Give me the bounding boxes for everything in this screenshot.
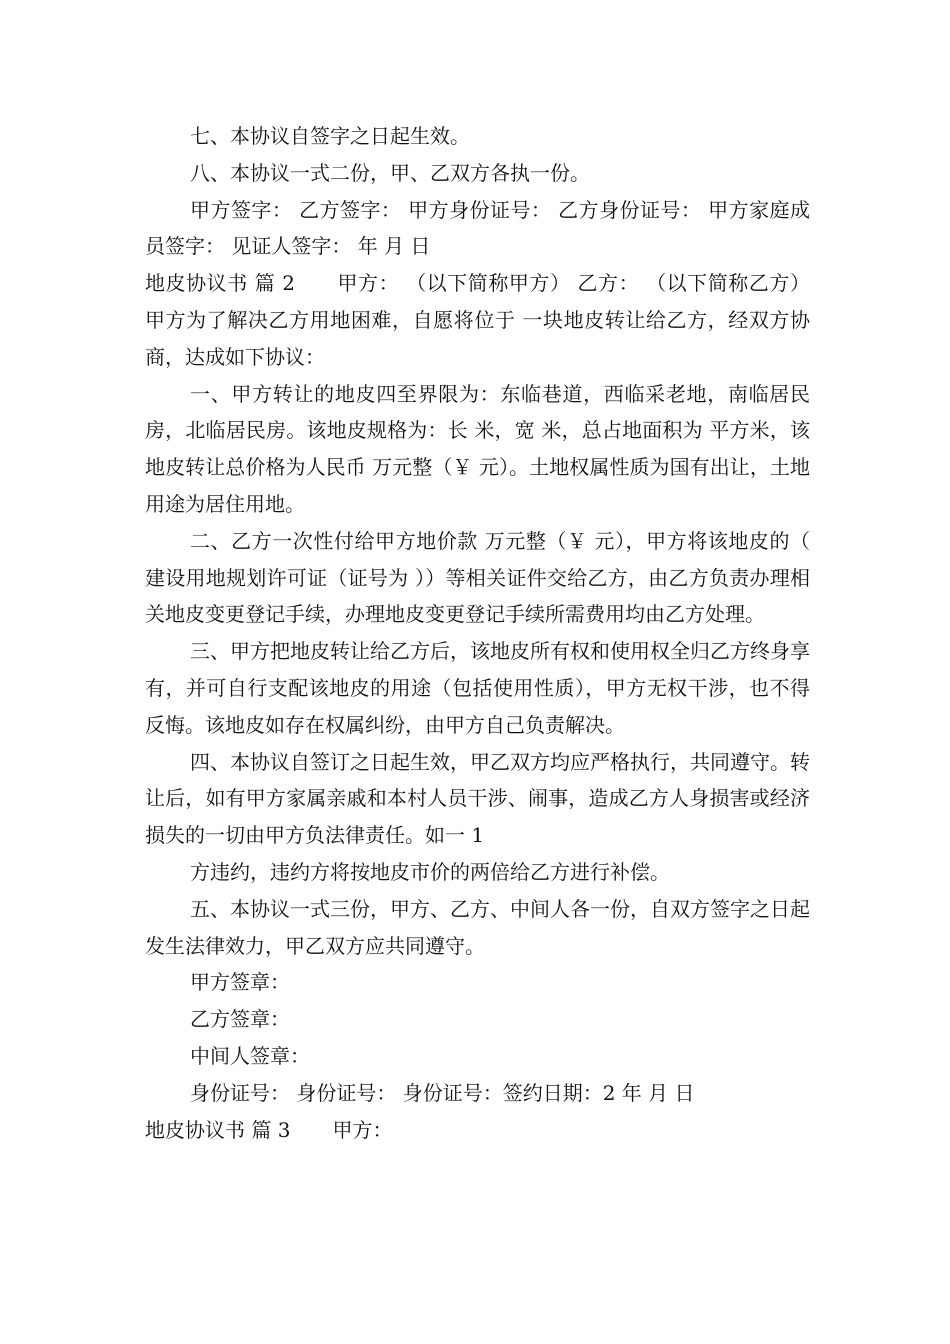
section-2-clause-3: 三、甲方把地皮转让给乙方后，该地皮所有权和使用权全归乙方终身享有，并可自行支配该地皮的用途（包括使用性质），甲方无权干涉，也不得反悔。该地皮如存在权属纠纷，由甲方自己负责解决。 <box>145 639 810 737</box>
section-2-clause-5: 五、本协议一式三份，甲方、乙方、中间人各一份，自双方签字之日起发生法律效力，甲乙双方应共同遵守。 <box>145 896 810 958</box>
section-2-clause-2: 二、乙方一次性付给甲方地价款 万元整（￥ 元），甲方将该地皮的（ 建设用地规划许可证（证号为 ））等相关证件交给乙方，由乙方负责办理相关地皮变更登记手续，办理地皮变更登记手续所需费用均由乙方处理。 <box>145 528 810 627</box>
section-2-clause-1: 一、甲方转让的地皮四至界限为：东临巷道，西临采老地，南临居民房，北临居民房。该地皮规格为：长 米，宽 米，总占地面积为 平方米，该地皮转让总价格为人民币 万元整（￥ 元）。土地权属性质为国有出让，土地用途为居住用地。 <box>145 381 810 516</box>
party-a-seal-line: 甲方签章： <box>190 970 290 995</box>
section-3-intro <box>145 1112 810 1149</box>
section-2-intro <box>145 265 810 375</box>
section-3-heading: 地皮协议书 篇 3 <box>145 1117 291 1142</box>
document-body <box>145 118 810 1148</box>
section-2-intro-text: 甲方： （以下简称甲方） 乙方： （以下简称乙方） 甲方为了解决乙方用地困难，自愿将位于 一块地皮转让给乙方，经双方协商，达成如下协议： <box>145 271 810 369</box>
signature-block-1: 甲方签字： 乙方签字： 甲方身份证号： 乙方身份证号： 甲方家庭成员签字： 见证人签字： 年 月 日 <box>145 197 810 259</box>
section-2-clause-4-continued: 方违约，违约方将按地皮市价的两倍给乙方进行补偿。 <box>190 859 670 884</box>
section-2-heading: 地皮协议书 篇 2 <box>145 271 295 296</box>
clause-8: 八、本协议一式二份，甲、乙双方各执一份。 <box>190 160 590 185</box>
clause-7: 七、本协议自签字之日起生效。 <box>190 124 470 148</box>
intermediary-seal-line: 中间人签章： <box>190 1043 310 1068</box>
id-and-date-line: 身份证号： 身份证号： 身份证号：签约日期：2 年 月 日 <box>190 1080 695 1105</box>
section-3-intro-text: 甲方： <box>332 1117 393 1142</box>
section-2-clause-4: 四、本协议自签订之日起生效，甲乙双方均应严格执行，共同遵守。转让后，如有甲方家属亲戚和本村人员干涉、闹事，造成乙方人身损害或经济损失的一切由甲方负法律责任。如一 1 <box>145 749 810 848</box>
party-b-seal-line: 乙方签章： <box>190 1007 290 1032</box>
